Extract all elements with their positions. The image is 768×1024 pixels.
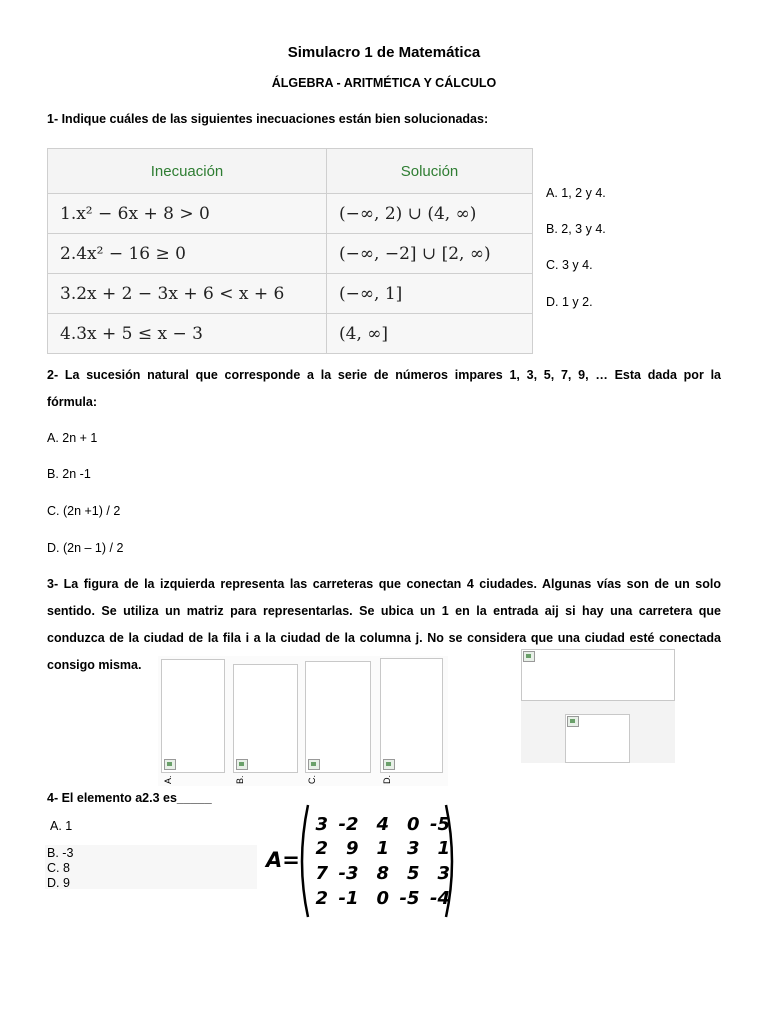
page-title: Simulacro 1 de Matemática: [287, 44, 481, 61]
broken-image-icon: [308, 759, 320, 770]
table-header-row: [48, 149, 533, 194]
matrix-cell: -5: [399, 888, 420, 909]
q3-label-c: C.: [307, 775, 317, 784]
table-header-solucion: Solución: [327, 149, 533, 194]
table-row: [48, 274, 533, 314]
table-cell-inequality: 4.3x + 5 ≤ x − 3: [48, 314, 327, 354]
matrix-label: A=: [266, 848, 300, 872]
q1-option-a: A. 1, 2 y 4.: [546, 186, 606, 200]
matrix-cell: 0: [406, 814, 420, 835]
matrix-cell: 3: [315, 814, 328, 835]
matrix-cell: 0: [376, 888, 389, 909]
table-cell-inequality: 3.2x + 2 − 3x + 6 < x + 6: [48, 274, 327, 314]
matrix-cell: 3: [406, 838, 420, 859]
matrix-cell: -4: [430, 888, 450, 909]
table-cell-solution: (−∞, −2] ∪ [2, ∞): [327, 234, 533, 274]
question-3-line-2: sentido. Se utiliza un matriz para representarlas. Se ubica un 1 en la entrada aij si hay una carretera que: [47, 604, 721, 618]
matrix-cell: 2: [315, 888, 328, 909]
q3-label-b: B.: [235, 775, 245, 784]
broken-image-icon: [164, 759, 176, 770]
q3-option-image-a[interactable]: [161, 659, 225, 773]
q3-matrix-image: [565, 714, 630, 763]
broken-image-icon: [567, 716, 579, 727]
matrix-cell: 1: [437, 838, 450, 859]
q4-option-d: D. 9: [47, 876, 70, 890]
inequality-table: [47, 148, 533, 354]
table-cell-inequality: 1.x² − 6x + 8 > 0: [48, 194, 327, 234]
q1-option-c: C. 3 y 4.: [546, 258, 593, 272]
matrix-cell: -5: [430, 814, 450, 835]
q3-label-a: A.: [163, 775, 173, 784]
table-cell-inequality: 2.4x² − 16 ≥ 0: [48, 234, 327, 274]
q1-option-d: D. 1 y 2.: [546, 295, 593, 309]
q2-option-a: A. 2n + 1: [47, 431, 98, 445]
q2-option-d: D. (2n – 1) / 2: [47, 541, 124, 555]
q4-options-background: [45, 845, 257, 889]
q3-graph-image: [521, 649, 675, 701]
matrix-cell: 8: [376, 863, 389, 884]
question-3-line-4: consigo misma.: [47, 658, 142, 672]
question-1-text: 1- Indique cuáles de las siguientes inecuaciones están bien solucionadas:: [47, 112, 489, 126]
table-cell-solution: (−∞, 2) ∪ (4, ∞): [327, 194, 533, 234]
matrix-row: [300, 814, 450, 835]
matrix-cell: -1: [338, 888, 359, 909]
q2-option-b: B. 2n -1: [47, 467, 91, 481]
page-subtitle: ÁLGEBRA - ARITMÉTICA Y CÁLCULO: [271, 76, 497, 90]
table-cell-solution: (4, ∞]: [327, 314, 533, 354]
q4-option-c: C. 8: [47, 861, 70, 875]
q4-option-a: A. 1: [50, 819, 73, 833]
broken-image-icon: [383, 759, 395, 770]
table-row: [48, 194, 533, 234]
matrix-cell: 2: [315, 838, 328, 859]
question-4-text: 4- El elemento a2.3 es_____: [47, 791, 212, 805]
matrix-cell: 7: [315, 863, 328, 884]
matrix-cell: 4: [376, 814, 389, 835]
matrix-cell: 1: [376, 838, 389, 859]
matrix-cell: 5: [406, 863, 420, 884]
broken-image-icon: [523, 651, 535, 662]
question-3-line-1: 3- La figura de la izquierda representa las carreteras que conectan 4 ciudades. Algunas vías son de un solo: [47, 577, 721, 591]
matrix-cell: 9: [345, 838, 359, 859]
question-3-line-3: conduzca de la ciudad de la fila i a la ciudad de la columna j. No se considera que una ciudad esté conectada: [47, 631, 721, 645]
q2-option-c: C. (2n +1) / 2: [47, 504, 121, 518]
matrix-body: [300, 814, 450, 914]
q3-option-image-d[interactable]: [380, 658, 443, 773]
matrix-cell: -3: [338, 863, 359, 884]
table-row: [48, 314, 533, 354]
question-2-line-1: 2- La sucesión natural que corresponde a la serie de números impares 1, 3, 5, 7, 9, … Esta dada por la: [47, 368, 721, 382]
q3-option-image-b[interactable]: [233, 664, 298, 773]
matrix-row: [300, 888, 450, 909]
q1-option-b: B. 2, 3 y 4.: [546, 222, 606, 236]
broken-image-icon: [236, 759, 248, 770]
q3-option-image-c[interactable]: [305, 661, 371, 773]
table-row: [48, 234, 533, 274]
table-cell-solution: (−∞, 1]: [327, 274, 533, 314]
matrix-row: [300, 863, 450, 884]
matrix-cell: -2: [338, 814, 359, 835]
question-2-line-2: fórmula:: [47, 395, 97, 409]
matrix-cell: 3: [437, 863, 450, 884]
matrix-row: [300, 838, 450, 859]
table-header-inecuacion: Inecuación: [48, 149, 327, 194]
q4-option-b: B. -3: [47, 846, 74, 860]
q3-label-d: D.: [382, 775, 392, 784]
